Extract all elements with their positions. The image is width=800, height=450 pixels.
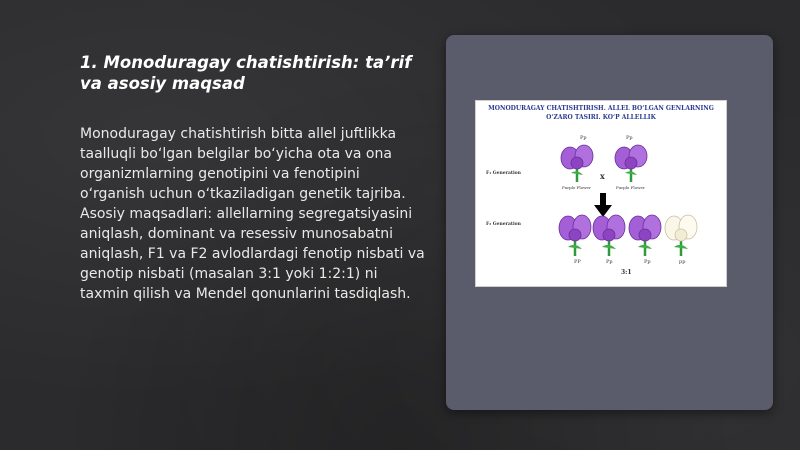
offspring-genotype-1: PP <box>574 259 581 265</box>
offspring-genotype-3: Pp <box>644 259 651 265</box>
offspring-genotype-2: Pp <box>606 259 613 265</box>
offspring1-purple-flower-icon <box>558 213 592 257</box>
figure-title-line2: OʻZARO TASIRI. KOʻP ALLELLIK <box>546 114 656 121</box>
parent1-genotype: Pp <box>580 135 587 141</box>
parent2-genotype: Pp <box>626 135 633 141</box>
figure-title <box>476 104 726 122</box>
f1-generation-label: F₁ Generation <box>486 171 521 176</box>
monohybrid-cross-figure <box>475 100 727 287</box>
parent2-purple-flower-icon <box>614 143 648 183</box>
parent1-phenotype: Purple Flower <box>562 185 591 190</box>
offspring-genotype-4: pp <box>679 259 686 265</box>
parent1-purple-flower-icon <box>560 143 594 183</box>
cross-symbol: x <box>600 171 605 181</box>
figure-title-line1: MONODURAGAY CHATISHTIRISH. ALLEL BOʻLGAN GENLARNING <box>488 105 714 112</box>
phenotype-ratio: 3:1 <box>621 269 632 276</box>
offspring2-purple-flower-icon <box>592 213 626 257</box>
offspring3-purple-flower-icon <box>628 213 662 257</box>
parent2-phenotype: Purple Flower <box>616 185 645 190</box>
slide-body-text: Monoduragay chatishtirish bitta allel juftlikka taalluqli boʻlgan belgilar boʻyicha ota va ona organizmlarning genotipini va fenotipini oʻrganish uchun oʻtkaziladigan genetik tajriba. Asosiy maqsadlari: allellarning segregatsiyasini aniqlash, dominant va resessiv munosabatni aniqlash, F1 va F2 avlodlardagi fenotip nisbati va genotip nisbati (masalan 3:1 yoki 1:2:1) ni taxmin qilish va Mendel qonunlarini tasdiqlash. <box>80 126 425 302</box>
slide-title: 1. Monoduragay chatishtirish: taʼrif va asosiy maqsad <box>80 53 412 93</box>
f2-generation-label: F₂ Generation <box>486 222 521 227</box>
offspring4-white-flower-icon <box>664 213 698 257</box>
